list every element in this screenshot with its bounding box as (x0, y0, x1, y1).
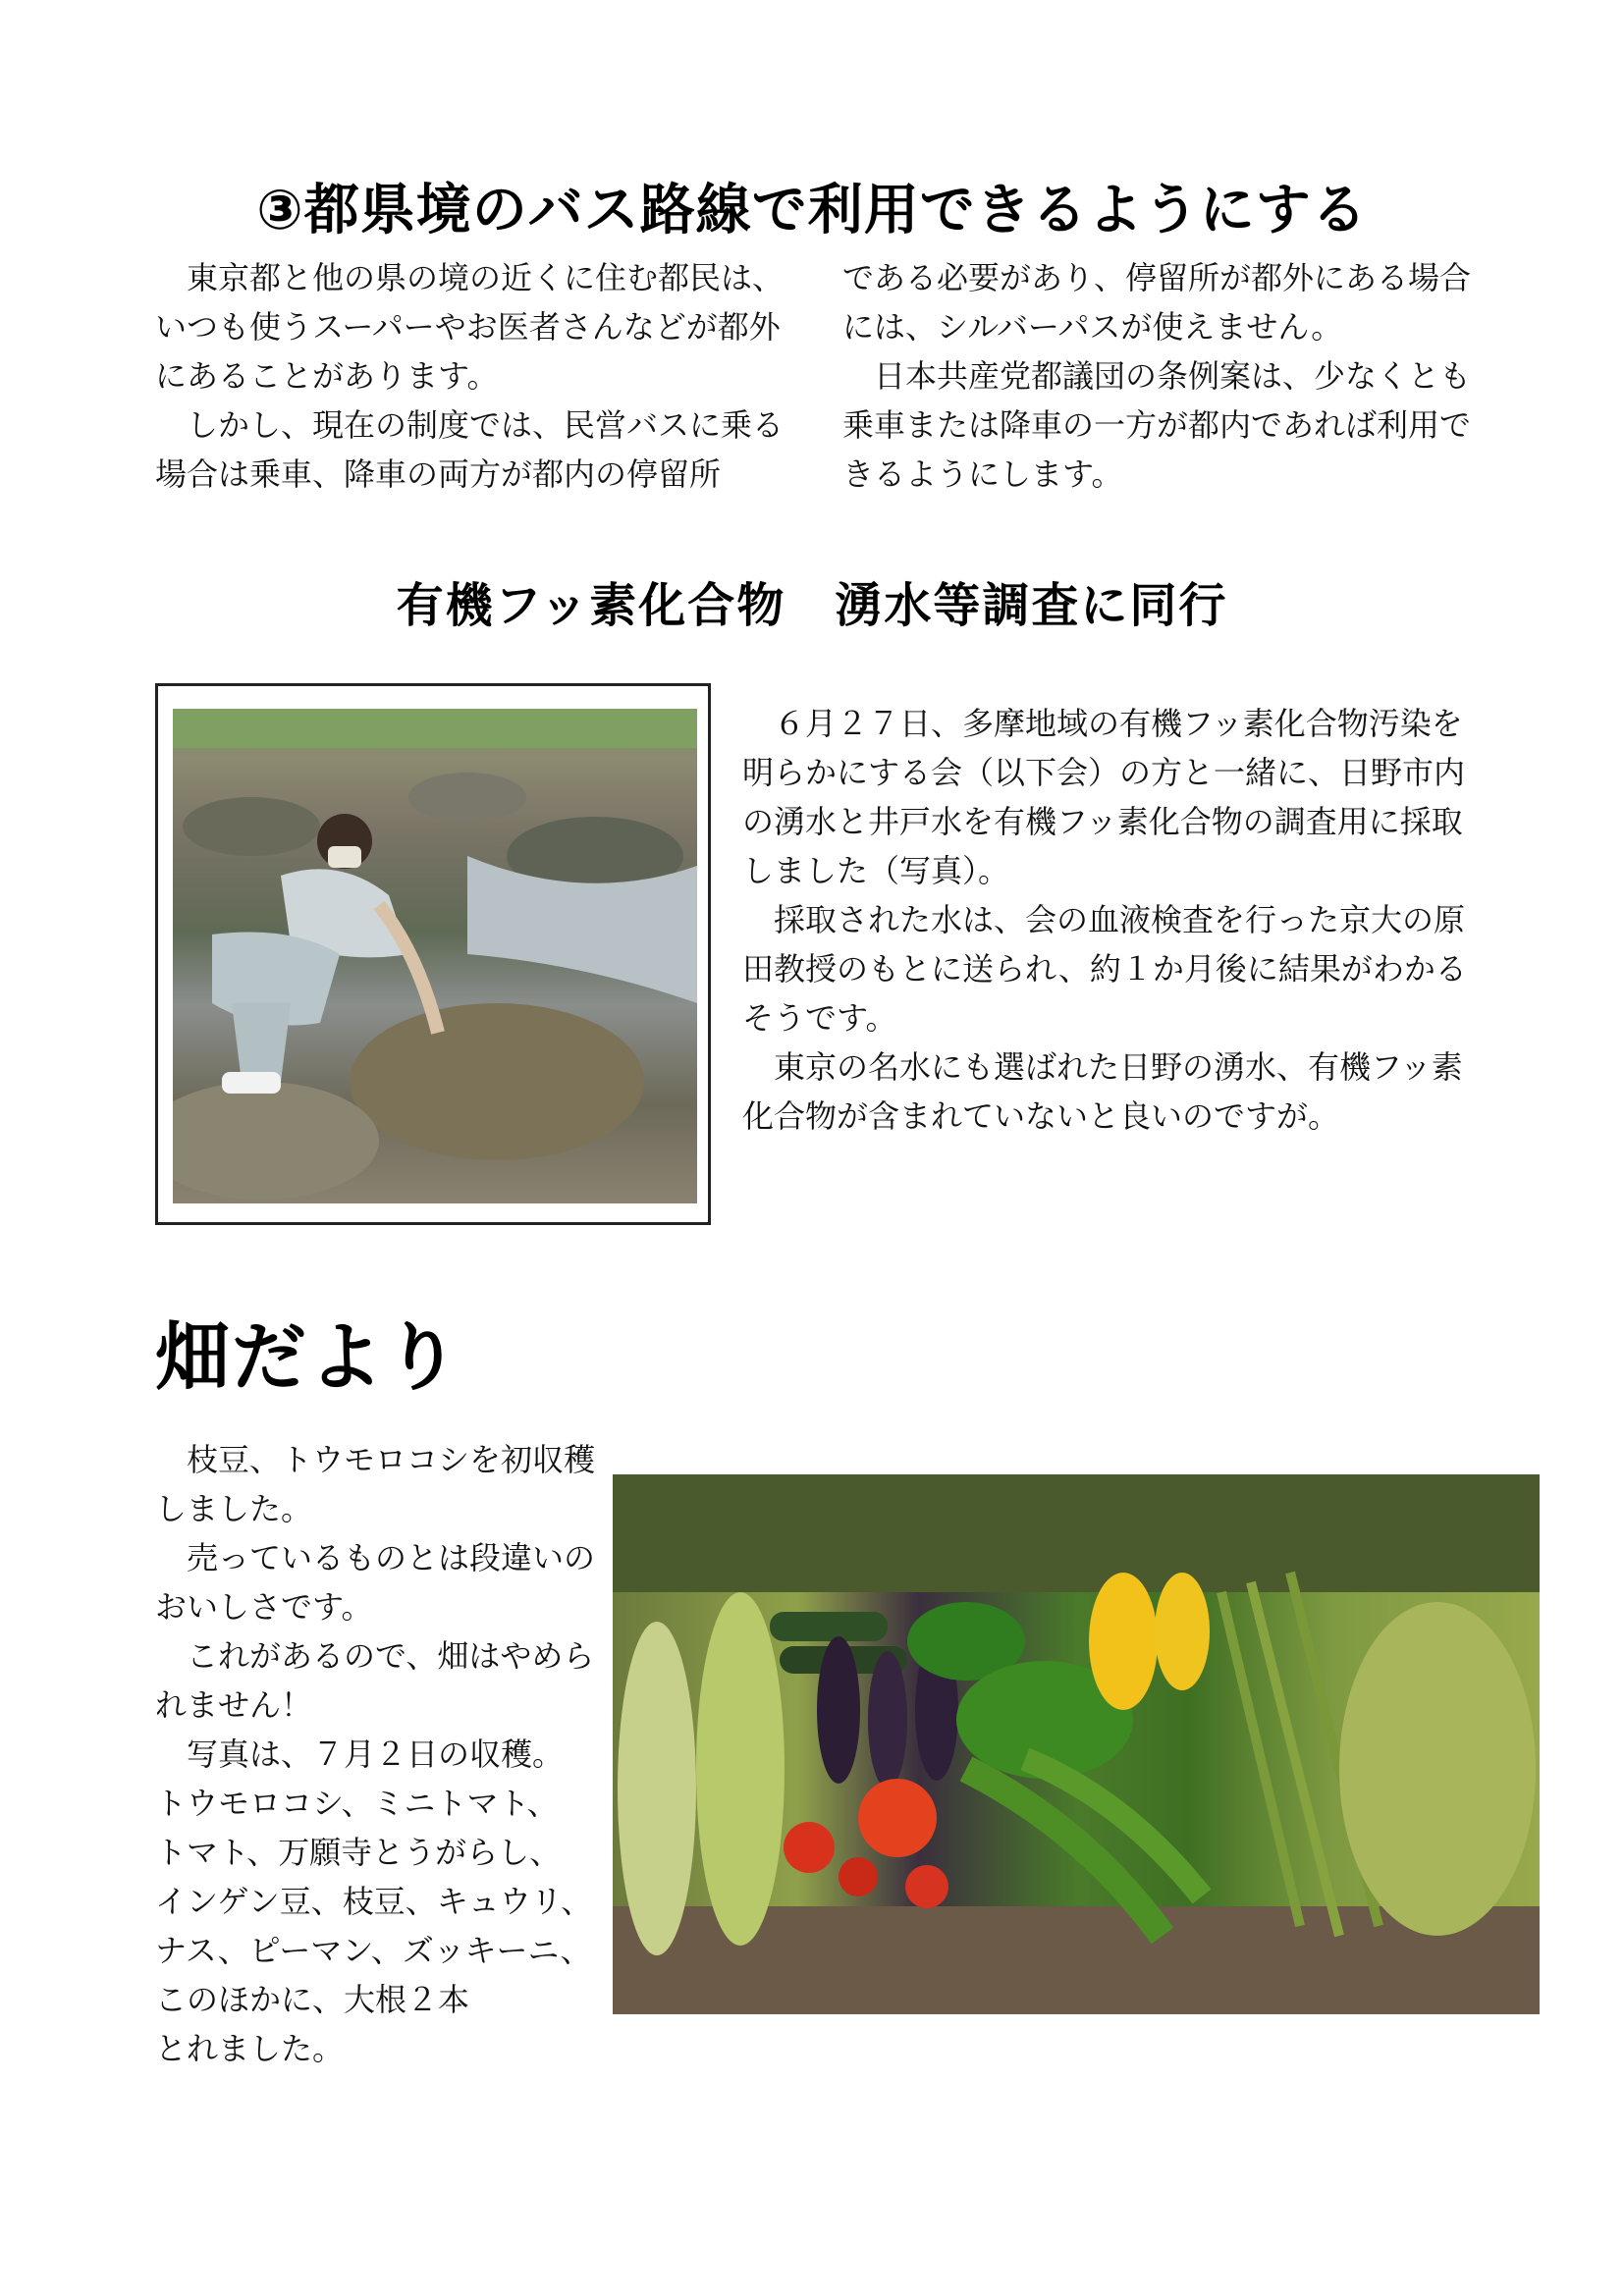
line: トマト、万願寺とうがらし、 (155, 1834, 562, 1871)
photo-illustration (613, 1474, 1540, 2014)
paragraph: 東京都と他の県の境の近くに住む都民は、いつも使うスーパーやお医者さんなどが都外にあることがあります。 (155, 259, 785, 395)
line: ナス、ピーマン、ズッキーニ、 (155, 1932, 592, 1969)
paragraph: 採取された水は、会の血液検査を行った京大の原田教授のもとに送られ、約１か月後に結果がわかるそうです。 (742, 901, 1467, 1037)
line: このほかに、大根２本 (155, 1981, 470, 2018)
spring-water-sampling-photo (173, 709, 697, 1203)
paragraph: 写真は、７月２日の収穫。 (187, 1735, 565, 1773)
paragraph: 日本共産党都議団の条例案は、少なくとも乗車または降車の一方が都内であれば利用できるようにします。 (842, 357, 1472, 493)
bus-article-column-2 (842, 253, 1481, 499)
paragraph: しかし、現在の制度では、民営バスに乗る場合は乗車、降車の両方が都内の停留所 (155, 406, 785, 493)
section-title-farm: 畑だより (155, 1313, 461, 1401)
paragraph: 東京の名水にも選ばれた日野の湧水、有機フッ素化合物が含まれていないと良いのですが。 (742, 1048, 1463, 1135)
line: インゲン豆、枝豆、キュウリ、 (155, 1883, 593, 1920)
line: とれました。 (155, 2030, 345, 2067)
section-title-bus: ③都県境のバス路線で利用できるようにする (256, 179, 1368, 242)
paragraph: 枝豆、トウモロコシを初収穫しました。 (155, 1441, 596, 1527)
paragraph: である必要があり、停留所が都外にある場合には、シルバーパスが使えません。 (842, 259, 1472, 346)
paragraph: これがあるので、畑はやめられません！ (155, 1637, 595, 1724)
photo-illustration (173, 709, 697, 1203)
farm-article-text (155, 1435, 607, 2073)
vegetable-harvest-photo (613, 1474, 1540, 2014)
line: トウモロコシ、ミニトマト、 (155, 1785, 559, 1822)
paragraph: ６月２７日、多摩地域の有機フッ素化合物汚染を明らかにする会（以下会）の方と一緒に、日野市内の湧水と井戸水を有機フッ素化合物の調査用に採取しました（写真）。 (742, 705, 1466, 889)
section-title-pfas: 有機フッ素化合物 湧水等調査に同行 (396, 578, 1228, 633)
bus-article-column-1 (155, 253, 793, 499)
paragraph: 売っているものとは段違いのおいしさです。 (155, 1539, 596, 1626)
pfas-article-text (742, 699, 1479, 1141)
